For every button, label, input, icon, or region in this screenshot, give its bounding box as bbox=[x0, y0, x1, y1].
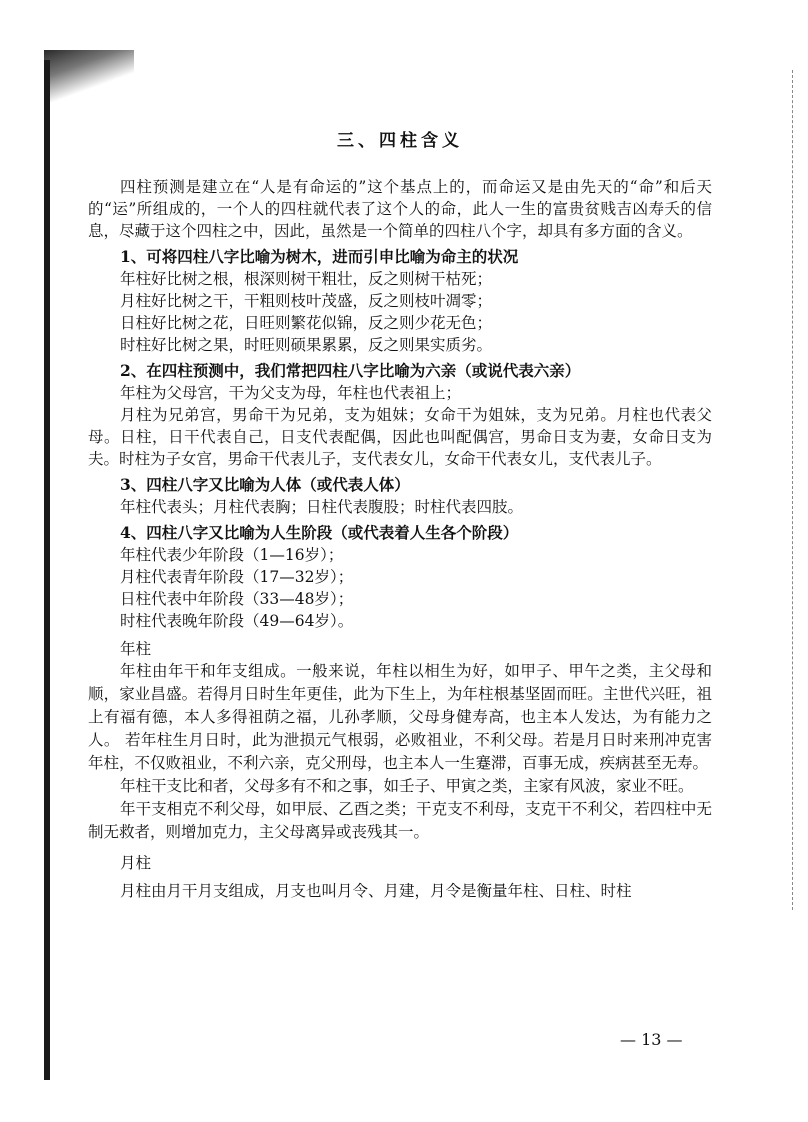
nianzhu-paragraph: 年柱干支比和者，父母多有不和之事，如壬子、甲寅之类，主家有风波，家业不旺。 bbox=[120, 777, 694, 795]
scan-shadow-corner bbox=[44, 50, 134, 110]
section-2-paragraph: 月柱为兄弟宫，男命干为兄弟，支为姐妹；女命干为姐妹，支为兄弟。月柱也代表父母。日柱，日干代表自己，日支代表配偶，因此也叫配偶宫，男命日支为妻，女命日支为夫。时柱为子女宫，男命干代表儿子，支代表女儿，女命干代表女儿，支代表儿子。 bbox=[88, 406, 712, 468]
section-4-heading: 4、四柱八字又比喻为人生阶段（或代表着人生各个阶段） bbox=[120, 523, 519, 542]
section-4-line: 年柱代表少年阶段（1—16岁）； bbox=[120, 546, 344, 564]
section-1-heading: 1、可将四柱八字比喻为树木，进而引申比喻为命主的状况 bbox=[120, 247, 519, 266]
scan-binding-edge bbox=[44, 60, 50, 1080]
intro-paragraph: 四柱预测是建立在“人是有命运的”这个基点上的，而命运又是由先天的“命”和后天的“运”所组成的，一个人的四柱就代表了这个人的命，此人一生的富贵贫贱吉凶寿夭的信息，尽藏于这个四柱之中，因此，虽然是一个简单的四柱八个字，却具有多方面的含义。 bbox=[88, 178, 712, 240]
section-2-heading: 2、在四柱预测中，我们常把四柱八字比喻为六亲（或说代表六亲） bbox=[120, 361, 581, 380]
section-1-line: 年柱好比树之根，根深则树干粗壮，反之则树干枯死； bbox=[120, 270, 493, 288]
section-4-line: 时柱代表晚年阶段（49—64岁）。 bbox=[120, 612, 354, 630]
nianzhu-paragraph: 年干支相克不利父母，如甲辰、乙酉之类；干克支不利母，支克干不利父，若四柱中无制无救者，则增加克力，主父母离异或丧残其一。 bbox=[88, 800, 712, 841]
section-1-line: 日柱好比树之花，日旺则繁花似锦，反之则少花无色； bbox=[120, 314, 493, 332]
section-4-line: 日柱代表中年阶段（33—48岁）； bbox=[120, 590, 354, 608]
section-4-line: 月柱代表青年阶段（17—32岁）； bbox=[120, 568, 354, 586]
yuezhu-label: 月柱 bbox=[120, 854, 152, 872]
page-content bbox=[88, 126, 712, 902]
scan-right-edge bbox=[792, 70, 794, 910]
page-title: 三、四柱含义 bbox=[337, 131, 463, 151]
page-number: — 13 — bbox=[620, 1030, 683, 1049]
yuezhu-paragraph: 月柱由月干月支组成，月支也叫月令、月建，月令是衡量年柱、日柱、时柱 bbox=[120, 882, 632, 900]
section-3-heading: 3、四柱八字又比喻为人体（或代表人体） bbox=[120, 475, 410, 494]
section-3-line: 年柱代表头；月柱代表胸；日柱代表腹股；时柱代表四肢。 bbox=[120, 498, 524, 516]
nianzhu-label: 年柱 bbox=[120, 640, 152, 658]
section-1-line: 时柱好比树之果，时旺则硕果累累，反之则果实质劣。 bbox=[120, 336, 493, 354]
section-1-line: 月柱好比树之干，干粗则枝叶茂盛，反之则枝叶凋零； bbox=[120, 292, 493, 310]
section-2-paragraph: 年柱为父母宫，干为父支为母，年柱也代表祖上； bbox=[120, 384, 462, 402]
nianzhu-paragraph: 年柱由年干和年支组成。一般来说，年柱以相生为好，如甲子、甲午之类，主父母和顺，家业昌盛。若得月日时生年更佳，此为下生上，为年柱根基坚固而旺。主世代兴旺，祖上有福有德，本人多得祖荫之福，儿孙孝顺，父母身健寿高，也主本人发达，为有能力之人。 若年柱生月日时，此为泄损元气根弱，必败祖业，不利父母。若是月日时来刑冲克害年柱，不仅败祖业，不利六亲，克父刑母，也主本人一生蹇滞，百事无成，疾病甚至无寿。 bbox=[88, 662, 712, 772]
